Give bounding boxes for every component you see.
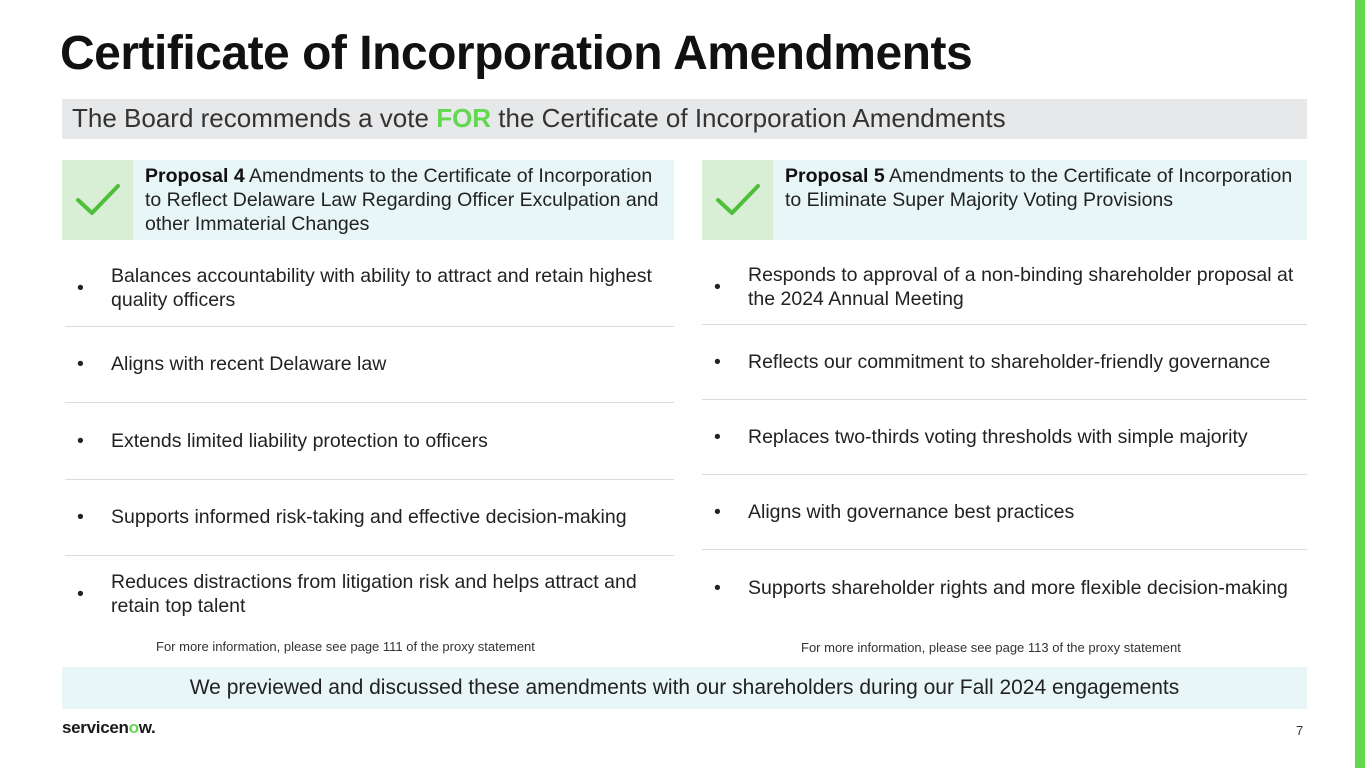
proposal-4-column <box>62 160 674 633</box>
proposal-4-header <box>62 160 674 240</box>
list-item <box>65 250 674 327</box>
logo-o: o <box>128 718 139 737</box>
engagement-note: We previewed and discussed these amendments with our shareholders during our Fall 2024 engagements <box>62 667 1307 709</box>
bullet-marker: • <box>77 583 84 606</box>
logo-text-before: servicen <box>62 718 129 737</box>
list-item <box>65 403 674 480</box>
bullet-text: Supports informed risk-taking and effective decision-making <box>111 506 627 529</box>
bullet-text: Aligns with governance best practices <box>748 501 1075 523</box>
proposal-5-bullets <box>702 250 1307 625</box>
bullet-marker: • <box>77 429 84 452</box>
proposal-5-title <box>773 160 1307 240</box>
list-item <box>702 550 1307 625</box>
bullet-marker: • <box>714 501 721 523</box>
list-item <box>65 480 674 557</box>
proposal-5-label: Proposal 5 <box>785 165 885 187</box>
proposal-4-footnote: For more information, please see page 111 of the proxy statement <box>156 639 535 654</box>
bullet-text: Replaces two-thirds voting thresholds with simple majority <box>748 426 1248 448</box>
servicenow-logo <box>62 718 155 738</box>
proposal-4-bullets <box>65 250 674 633</box>
list-item <box>702 250 1307 325</box>
list-item <box>702 400 1307 475</box>
bullet-marker: • <box>77 506 84 529</box>
bullet-marker: • <box>77 353 84 376</box>
bullet-marker: • <box>714 576 721 599</box>
recommendation-emphasis: FOR <box>436 103 492 133</box>
recommendation-text-after: the Certificate of Incorporation Amendments <box>491 103 1006 133</box>
bullet-marker: • <box>714 426 721 448</box>
bullet-text: Extends limited liability protection to officers <box>111 429 488 452</box>
bullet-text: Reflects our commitment to shareholder-friendly governance <box>748 351 1271 373</box>
bullet-marker: • <box>714 276 721 298</box>
bullet-marker: • <box>714 351 721 373</box>
list-item <box>65 556 674 633</box>
proposal-5-footnote: For more information, please see page 113 of the proxy statement <box>801 640 1181 655</box>
proposal-5-column <box>702 160 1307 625</box>
bullet-text: Balances accountability with ability to attract and retain highest quality officers <box>111 264 652 311</box>
logo-text-after: w. <box>138 718 156 737</box>
list-item <box>702 475 1307 550</box>
page-number: 7 <box>1296 723 1304 738</box>
accent-bar <box>1355 0 1365 768</box>
bullet-text: Responds to approval of a non-binding shareholder proposal at the 2024 Annual Meeting <box>748 264 1294 310</box>
bullet-text: Supports shareholder rights and more flexible decision-making <box>748 576 1288 599</box>
bullet-marker: • <box>77 276 84 299</box>
proposal-4-description: Amendments to the Certificate of Incorporation to Reflect Delaware Law Regarding Officer Exculpation and other Immaterial Changes <box>145 165 659 235</box>
list-item <box>702 325 1307 400</box>
recommendation-text-before: The Board recommends a vote <box>72 103 437 133</box>
checkmark-icon <box>62 160 133 240</box>
list-item <box>65 327 674 404</box>
proposal-4-label: Proposal 4 <box>145 165 245 187</box>
proposal-4-title <box>133 160 674 240</box>
proposal-5-description: Amendments to the Certificate of Incorporation to Eliminate Super Majority Voting Provisions <box>785 165 1293 211</box>
bullet-text: Aligns with recent Delaware law <box>111 353 387 376</box>
page-title: Certificate of Incorporation Amendments <box>60 27 973 80</box>
checkmark-icon <box>702 160 773 240</box>
recommendation-banner <box>62 99 1307 139</box>
bullet-text: Reduces distractions from litigation risk and helps attract and retain top talent <box>111 571 637 618</box>
proposal-5-header <box>702 160 1307 240</box>
